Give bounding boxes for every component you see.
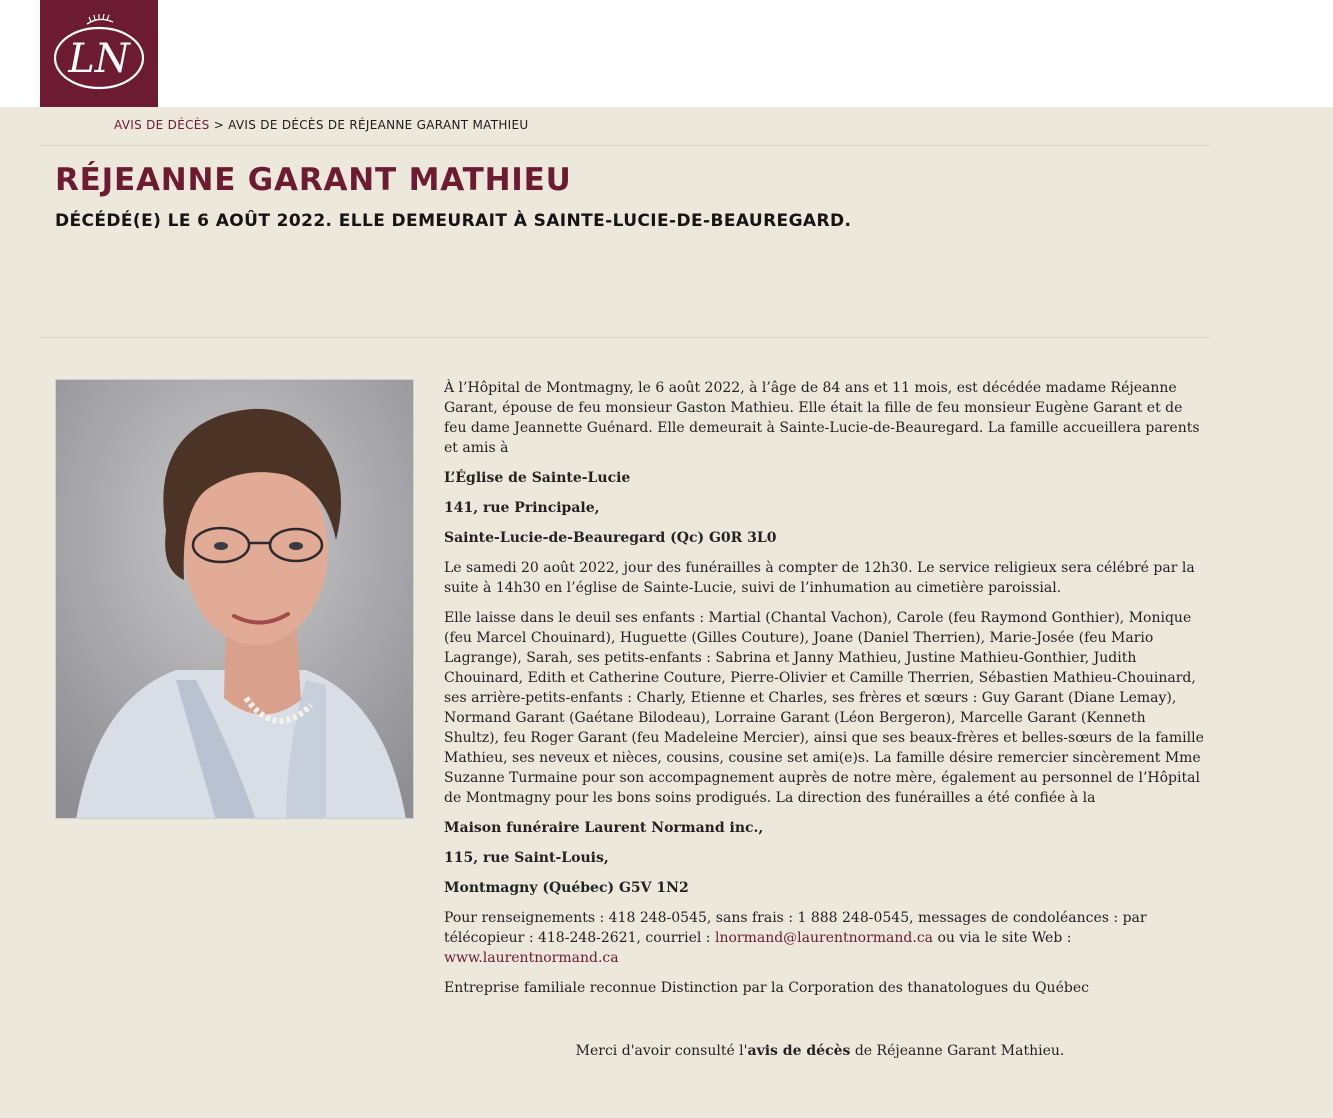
church-street: 141, rue Principale, xyxy=(444,500,600,516)
page-title: RÉJEANNE GARANT MATHIEU xyxy=(55,162,572,198)
thanks-post: de Réjeanne Garant Mathieu. xyxy=(850,1043,1065,1059)
email-link[interactable]: lnormand@laurentnormand.ca xyxy=(714,930,934,946)
contact-text: Pour renseignements : 418 248-0545, sans frais : 1 888 248-0545, messages de condoléances : par télécopieur : 418-248-2621, courriel : xyxy=(444,910,1147,946)
funeral-home-city: Montmagny (Québec) G5V 1N2 xyxy=(444,880,689,896)
website-link[interactable]: www.laurentnormand.ca xyxy=(444,950,619,966)
breadcrumb xyxy=(114,118,528,132)
contact-info xyxy=(444,908,1204,968)
service-details: Le samedi 20 août 2022, jour des funérailles à compter de 12h30. Le service religieux sera célébré par la suite à 14h30 en l’église de Sainte-Lucie, suivi de l’inhumation au cimetière paroissial. xyxy=(444,560,1195,596)
thanks-bold: avis de décès xyxy=(747,1043,851,1059)
top-header xyxy=(0,0,1333,107)
portrait-photo-icon xyxy=(56,380,414,819)
page-subtitle: DÉCÉDÉ(E) LE 6 AOÛT 2022. ELLE DEMEURAIT À SAINTE-LUCIE-DE-BEAUREGARD. xyxy=(55,211,852,231)
svg-text:LN: LN xyxy=(68,35,130,82)
breadcrumb-current: AVIS DE DÉCÈS DE RÉJEANNE GARANT MATHIEU xyxy=(228,118,529,132)
logo-icon xyxy=(47,6,151,102)
contact-mid-text: ou via le site Web : xyxy=(937,930,1072,946)
notice-intro: À l’Hôpital de Montmagny, le 6 août 2022, à l’âge de 84 ans et 11 mois, est décédée madame Réjeanne Garant, épouse de feu monsieur Gaston Mathieu. Elle était la fille de feu monsieur Eugène Garant et de feu dame Jeannette Guénard. Elle demeurait à Sainte-Lucie-de-Beauregard. La famille accueillera parents et amis à xyxy=(444,380,1200,456)
thanks-pre: Merci d'avoir consulté l' xyxy=(575,1043,748,1059)
church-city: Sainte-Lucie-de-Beauregard (Qc) G0R 3L0 xyxy=(444,530,777,546)
distinction-text: Entreprise familiale reconnue Distinction par la Corporation des thanatologues du Québec xyxy=(444,980,1089,996)
church-name: L’Église de Sainte-Lucie xyxy=(444,470,631,486)
deceased-photo xyxy=(55,379,414,819)
divider xyxy=(40,337,1210,338)
logo-link[interactable] xyxy=(40,0,158,107)
breadcrumb-home-link[interactable]: AVIS DE DÉCÈS xyxy=(114,118,210,132)
family-details: Elle laisse dans le deuil ses enfants : Martial (Chantal Vachon), Carole (feu Raymond Gonthier), Monique (feu Marcel Chouinard), Huguette (Gilles Couture), Joane (Daniel Therrien), Marie-Josée (feu Mario Lagrange), Sarah, ses petits-enfants : Sabrina et Janny Mathieu, Justine Mathieu-Gonthier, Judith Chouinard, Edith et Catherine Couture, Pierre-Olivier et Camille Therrien, Sébastien Mathieu-Chouinard, ses arrière-petits-enfants : Charly, Etienne et Charles, ses frères et sœurs : Guy Garant (Diane Lemay), Normand Garant (Gaétane Bilodeau), Lorraine Garant (Léon Bergeron), Marcelle Garant (Kenneth Shultz), feu Roger Garant (feu Madeleine Mercier), ainsi que ses beaux-frères et belles-sœurs de la famille Mathieu, ses neveux et nièces, cousins, cousine set ami(e)s. La famille désire remercier sincèrement Mme Suzanne Turmaine pour son accompagnement auprès de notre mère, également au personnel de l’Hôpital de Montmagny pour les bons soins prodigués. La direction des funérailles a été confiée à la xyxy=(444,610,1204,806)
thanks-message xyxy=(0,1043,1333,1059)
notice-content xyxy=(444,378,1204,1008)
funeral-home-name: Maison funéraire Laurent Normand inc., xyxy=(444,820,764,836)
divider xyxy=(40,145,1210,146)
breadcrumb-separator: > xyxy=(213,118,225,132)
funeral-home-street: 115, rue Saint-Louis, xyxy=(444,850,609,866)
